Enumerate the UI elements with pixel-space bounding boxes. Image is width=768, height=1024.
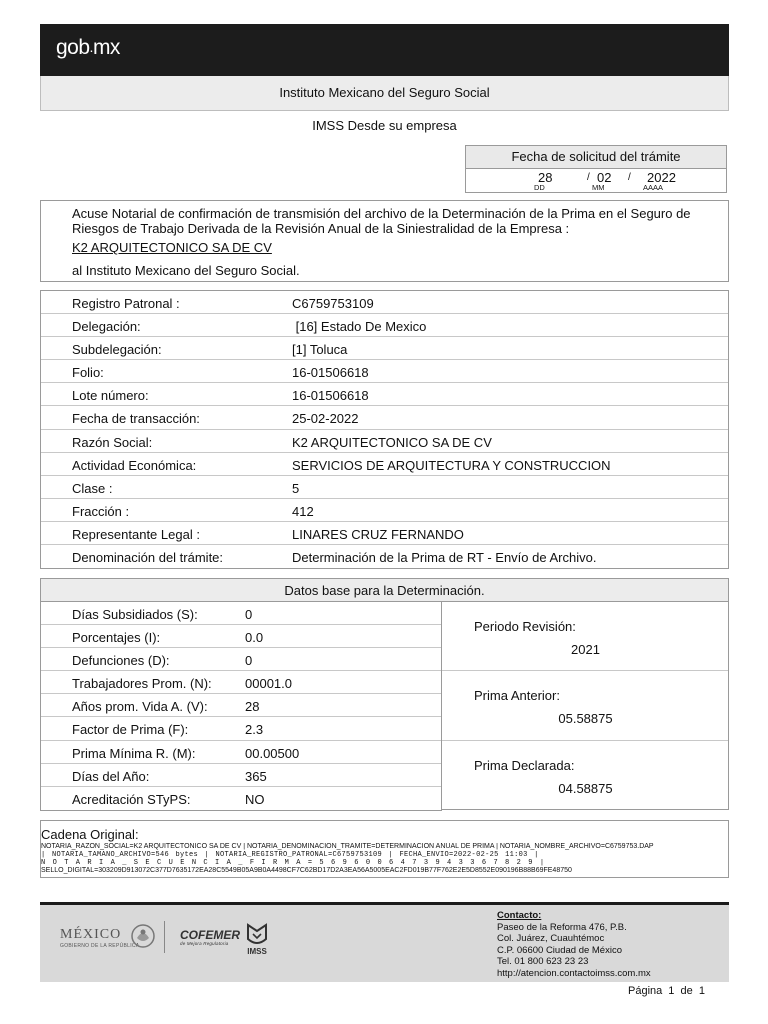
cell-value: 2021 (571, 642, 600, 657)
contact-phone: Tel. 01 800 623 23 23 (497, 956, 589, 968)
row-label: Denominación del trámite: (72, 550, 224, 566)
table-row (41, 522, 728, 545)
institute-title: Instituto Mexicano del Seguro Social (40, 76, 729, 111)
page-total: 1 (698, 985, 705, 997)
fecha-year-label: AAAA (643, 183, 664, 192)
row-value: NO (245, 791, 265, 807)
row-value: 00001.0 (245, 676, 292, 692)
row-label: Fecha de transacción: (72, 411, 200, 427)
footer (40, 902, 729, 982)
cell-value: 04.58875 (558, 780, 613, 796)
row-label: Razón Social: (72, 434, 153, 450)
divider (164, 921, 165, 953)
row-value: 0.0 (245, 630, 264, 646)
logo-gob: gob (56, 36, 90, 59)
mexico-logo-text: MÉXICO (60, 927, 122, 942)
acuse-text: Acuse Notarial de confirmación de transmisión del archivo de la Determinación de la Prima en el Seguro de Riesgos de Trabajo Derivada de la Revisión Anual de la Siniestralidad de la Empresa : (72, 206, 691, 236)
contact-link[interactable]: http://atencion.contactoimss.com.mx (497, 967, 651, 979)
table-row (41, 337, 728, 360)
fecha-day: 28 (538, 170, 553, 185)
row-label: Registro Patronal : (72, 296, 180, 311)
table-row (41, 291, 728, 314)
table-row (41, 694, 441, 717)
row-label: Clase : (72, 480, 113, 496)
datos-base-table (40, 602, 442, 811)
cadena-title: Cadena Original: (41, 827, 139, 842)
header-bar (40, 24, 729, 76)
prima-declarada-cell (442, 741, 728, 810)
table-row (41, 764, 441, 787)
registro-table (40, 290, 729, 569)
table-row (41, 453, 728, 476)
cofemer-logo (180, 928, 240, 946)
prima-anterior-cell (442, 671, 728, 740)
prima-summary (442, 602, 729, 810)
contact-title: Contacto: (497, 910, 542, 921)
table-row (41, 476, 728, 499)
row-label: Defunciones (D): (72, 653, 170, 669)
page-de: de (680, 985, 693, 997)
row-label: Subdelegación: (72, 342, 162, 358)
fecha-values (466, 169, 726, 193)
row-value: 2.3 (245, 722, 264, 738)
cell-label: Prima Anterior: (474, 688, 560, 704)
fecha-year: 2022 (647, 170, 676, 185)
row-label: Factor de Prima (F): (72, 722, 189, 738)
row-label: Representante Legal : (72, 526, 200, 542)
mexico-logo-subtext: GOBIERNO DE LA REPÚBLICA (60, 943, 140, 949)
row-label: Actividad Económica: (72, 457, 197, 473)
row-label: Trabajadores Prom. (N): (72, 676, 212, 692)
imss-logo-text: IMSS (247, 947, 267, 956)
acuse-box (40, 200, 729, 282)
row-value: K2 ARQUITECTONICO SA DE CV (292, 434, 492, 450)
row-value: [1] Toluca (292, 342, 348, 358)
row-value: 00.00500 (245, 745, 300, 761)
row-value: LINARES CRUZ FERNANDO (292, 526, 464, 542)
fecha-sep-2: / (628, 172, 631, 183)
table-row (41, 602, 441, 625)
fecha-month: 02 (597, 170, 612, 185)
acuse-company: K2 ARQUITECTONICO SA DE CV (72, 240, 272, 255)
row-label: Días Subsidiados (S): (72, 607, 198, 622)
gob-mx-logo[interactable] (56, 36, 120, 60)
row-value: C6759753109 (292, 296, 374, 311)
fecha-month-label: MM (592, 183, 605, 192)
contact-info (497, 910, 651, 980)
fecha-day-label: DD (534, 183, 545, 192)
row-value: 16-01506618 (292, 365, 369, 381)
table-row (41, 671, 441, 694)
page-label: Página 1 (628, 985, 675, 997)
table-row (41, 648, 441, 671)
fecha-solicitud-box (465, 145, 727, 193)
table-row (41, 360, 728, 383)
cofemer-logo-text: COFEMER (180, 928, 240, 942)
row-label: Días del Año: (72, 768, 150, 784)
row-label: Acreditación STyPS: (72, 791, 191, 807)
page-number (628, 985, 705, 997)
table-row (41, 430, 728, 453)
contact-line: Paseo de la Reforma 476, P.B. (497, 921, 627, 933)
cell-label: Prima Declarada: (474, 757, 575, 773)
row-value: 365 (245, 768, 267, 784)
table-row (41, 383, 728, 406)
cadena-line: | NOTARIA_TAMANO_ARCHIVO=546 bytes | NOTARIA_REGISTRO_PATRONAL=C6759753109 | FECHA_ENVIO=2022-02-25 11:03 | (41, 851, 539, 859)
fecha-title: Fecha de solicitud del trámite (466, 146, 726, 169)
row-value: 28 (245, 699, 260, 715)
contact-line: Col. Juárez, Cuauhtémoc (497, 933, 605, 945)
row-value: 5 (292, 480, 300, 496)
row-label: Delegación: (72, 319, 141, 335)
row-value: 16-01506618 (292, 388, 369, 404)
cadena-original-box (40, 820, 729, 878)
row-value: [16] Estado De Mexico (292, 319, 427, 335)
logo-dot: . (89, 39, 93, 55)
row-label: Fracción : (72, 503, 130, 519)
row-label: Porcentajes (I): (72, 630, 161, 646)
table-row (41, 499, 728, 522)
datos-base-title: Datos base para la Determinación. (40, 578, 729, 602)
row-value: 0 (245, 653, 253, 669)
row-label: Folio: (72, 365, 104, 381)
table-row (41, 741, 441, 764)
acuse-footer: al Instituto Mexicano del Seguro Social. (72, 263, 300, 278)
row-value: 25-02-2022 (292, 411, 359, 427)
row-label: Lote número: (72, 388, 149, 404)
cell-value: 05.58875 (558, 711, 613, 727)
escudo-nacional-icon (130, 920, 156, 952)
table-row (41, 717, 441, 740)
cell-label: Periodo Revisión: (474, 619, 576, 634)
page-subtitle: IMSS Desde su empresa (312, 118, 457, 133)
mexico-logo (60, 927, 139, 949)
table-row (41, 787, 441, 810)
row-value: 0 (245, 607, 253, 622)
table-row (41, 314, 728, 337)
cofemer-logo-subtext: de Mejora Regulatoria (180, 941, 229, 946)
contact-line: C.P. 06600 Ciudad de México (497, 944, 622, 956)
row-value: Determinación de la Prima de RT - Envío de Archivo. (292, 550, 597, 566)
table-row (41, 545, 728, 568)
cadena-line: SELLO_DIGITAL=303209D913072C377D7635172EA28C5549B05A9B0A4498CF7C62BD17D2A3EA56A5005EAC2FD019B77F762E2E5D8552E090196B88B69FE48750 (41, 867, 572, 874)
row-value: 412 (292, 503, 314, 519)
row-label: Años prom. Vida A. (V): (72, 699, 208, 715)
table-row (41, 625, 441, 648)
fecha-sep-1: / (587, 172, 590, 183)
table-row (41, 406, 728, 429)
cadena-line: NOTARIA_RAZON_SOCIAL=K2 ARQUITECTONICO SA DE CV | NOTARIA_DENOMINACION_TRAMITE=DETERMINACION ANUAL DE PRIMA | NOTARIA_NOMBRE_ARCHIVO=C6759753.DAP (41, 843, 654, 850)
row-value: SERVICIOS DE ARQUITECTURA Y CONSTRUCCION (292, 457, 611, 473)
periodo-revision-cell (442, 602, 728, 671)
cadena-line: N O T A R I A _ S E C U E N C I A _ F I R M A = 5 6 9 6 0 0 6 4 7 3 9 4 3 3 6 7 8 2 9 | (41, 859, 546, 867)
logo-mx: mx (92, 36, 120, 59)
row-label: Prima Mínima R. (M): (72, 745, 196, 761)
imss-eagle-icon (244, 921, 270, 957)
